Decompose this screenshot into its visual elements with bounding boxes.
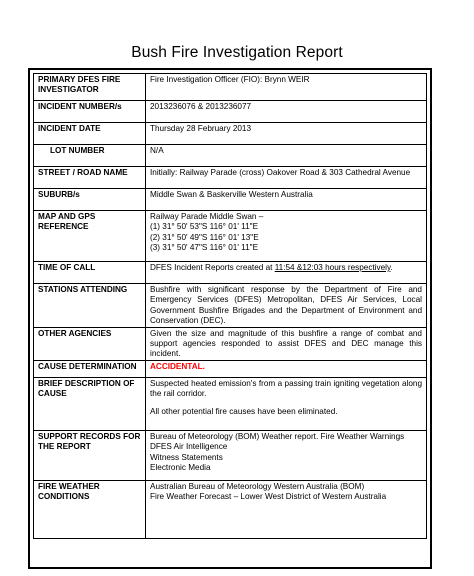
street-label: STREET / ROAD NAME — [34, 167, 146, 189]
map-gps-value — [146, 211, 427, 262]
time-of-call-label: TIME OF CALL — [34, 262, 146, 284]
map-gps-label: MAP AND GPS REFERENCE — [34, 211, 146, 262]
gps-line: (3) 31° 50' 47"S 116° 01' 11"E — [150, 243, 259, 253]
lot-number-label: LOT NUMBER — [34, 145, 146, 167]
incident-date-value: Thursday 28 February 2013 — [146, 123, 427, 145]
incident-numbers-value: 2013236076 & 2013236077 — [146, 101, 427, 123]
table-row — [34, 327, 427, 360]
gps-line: Railway Parade Middle Swan – — [150, 212, 264, 221]
table-row — [34, 262, 427, 284]
other-agencies-label: OTHER AGENCIES — [34, 327, 146, 360]
fire-weather-label: FIRE WEATHER CONDITIONS — [34, 480, 146, 538]
table-row — [34, 167, 427, 189]
table-row — [34, 430, 427, 480]
table-row — [34, 377, 427, 430]
table-row — [34, 360, 427, 377]
page-title: Bush Fire Investigation Report — [131, 44, 343, 61]
time-of-call-value — [146, 262, 427, 284]
investigator-label: PRIMARY DFES FIRE INVESTIGATOR — [34, 74, 146, 101]
street-value: Initially: Railway Parade (cross) Oakover Road & 303 Cathedral Avenue — [146, 167, 427, 189]
cause-description-value — [146, 377, 427, 430]
support-records-value — [146, 430, 427, 480]
cause-description-para: Suspected heated emission's from a passing train igniting vegetation along the rail corridor. — [150, 378, 422, 399]
table-row — [34, 189, 427, 211]
lot-number-value: N/A — [146, 145, 427, 167]
report-table — [33, 73, 427, 539]
time-of-call-suffix: . — [390, 263, 393, 272]
support-record-line: Bureau of Meteorology (BOM) Weather report. Fire Weather Warnings — [150, 431, 405, 441]
fire-weather-line: Australian Bureau of Meteorology Western Australia (BOM) — [150, 481, 365, 491]
table-row — [34, 123, 427, 145]
table-row — [34, 211, 427, 262]
table-row — [34, 74, 427, 101]
paragraph-gap — [150, 400, 422, 407]
fire-weather-line: Fire Weather Forecast – Lower West District of Western Australia — [150, 492, 387, 502]
stations-label: STATIONS ATTENDING — [34, 284, 146, 328]
stations-value: Bushfire with significant response by the Department of Fire and Emergency Services (DFES) Metropolitan, DFES Air Services, Local Government Bushfire Brigades and the Department of Environment and Conservation (DEC). — [146, 284, 427, 328]
cause-determination-value — [146, 360, 427, 377]
incident-numbers-label: INCIDENT NUMBER/s — [34, 101, 146, 123]
suburb-label: SUBURB/s — [34, 189, 146, 211]
cause-description-label: BRIEF DESCRIPTION OF CAUSE — [34, 377, 146, 430]
cause-determination-label: CAUSE DETERMINATION — [34, 360, 146, 377]
table-row — [34, 101, 427, 123]
incident-date-label: INCIDENT DATE — [34, 123, 146, 145]
gps-line: (1) 31° 50' 53"S 116° 01' 11"E — [150, 222, 259, 232]
cause-determination-text: ACCIDENTAL. — [150, 361, 205, 371]
table-row — [34, 480, 427, 538]
gps-line: (2) 31° 50' 49"S 116° 01' 13"E — [150, 232, 259, 242]
time-of-call-times: 11:54 &12:03 hours respectively — [274, 263, 391, 272]
investigator-value: Fire Investigation Officer (FIO): Brynn WEIR — [146, 74, 427, 101]
time-of-call-prefix: DFES Incident Reports created at — [150, 263, 275, 272]
support-record-line: Electronic Media — [150, 463, 211, 473]
table-row — [34, 284, 427, 328]
suburb-value: Middle Swan & Baskerville Western Australia — [146, 189, 427, 211]
support-record-line: DFES Air Intelligence — [150, 442, 228, 452]
cause-description-para: All other potential fire causes have been eliminated. — [150, 406, 338, 416]
support-records-label: SUPPORT RECORDS FOR THE REPORT — [34, 430, 146, 480]
fire-weather-value — [146, 480, 427, 538]
other-agencies-value: Given the size and magnitude of this bushfire a range of combat and support agencies responded to assist DFES and DEC manage this incident. — [146, 327, 427, 360]
support-record-line: Witness Statements — [150, 452, 223, 462]
table-row — [34, 145, 427, 167]
